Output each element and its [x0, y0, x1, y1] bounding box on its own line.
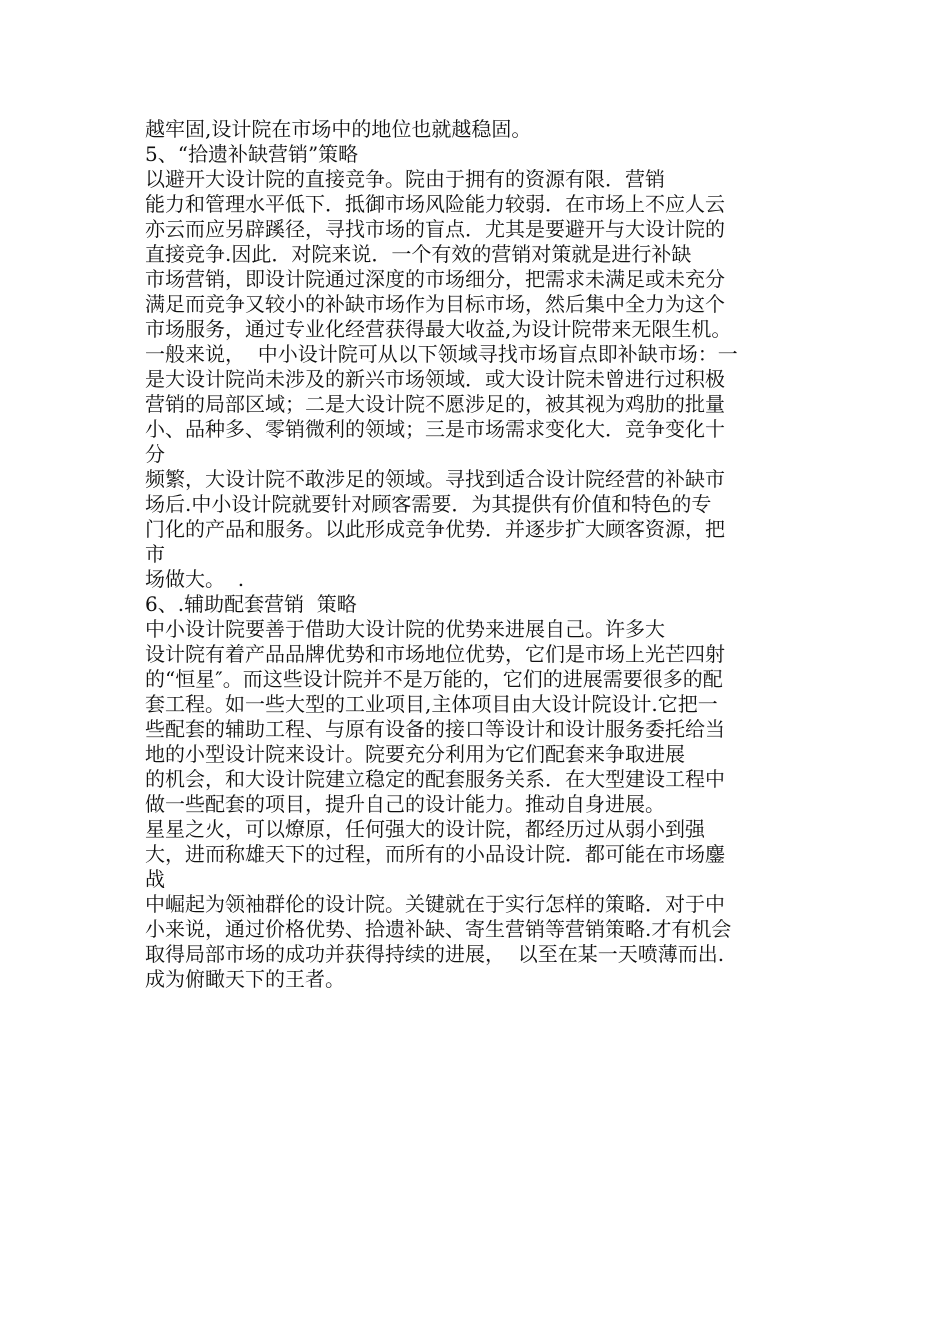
text-line: 市场服务，通过专业化经营获得最大收益,为设计院带来无限生机。 — [145, 317, 732, 341]
text-line: 小来说，通过价格优势、拾遗补缺、寄生营销等营销策略.才有机会 — [145, 917, 732, 941]
text-line: 市 — [145, 542, 165, 566]
text-line: 一般来说， 中小设计院可从以下领域寻找市场盲点即补缺市场：一 — [145, 342, 738, 366]
text-line: 场做大。 . — [145, 567, 245, 591]
text-line: 的机会，和大设计院建立稳定的配套服务关系．在大型建设工程中 — [145, 767, 725, 791]
text-line: 是大设计院尚未涉及的新兴市场领域．或大设计院未曾进行过积极 — [145, 367, 725, 391]
text-line: 做一些配套的项目，提升自己的设计能力。推动自身进展。 — [145, 792, 665, 816]
text-line: 中崛起为领袖群伦的设计院。关键就在于实行怎样的策略．对于中 — [145, 892, 725, 916]
text-line: 6、.辅助配套营销 策略 — [145, 592, 357, 616]
text-line: 小、品种多、零销微利的领域；三是市场需求变化大．竞争变化十 — [145, 417, 725, 441]
text-line: 分 — [145, 442, 165, 466]
text-line: 些配套的辅助工程、与原有设备的接口等设计和设计服务委托给当 — [145, 717, 725, 741]
text-line: 直接竞争.因此．对院来说．一个有效的营销对策就是进行补缺 — [145, 242, 692, 266]
text-line: 中小设计院要善于借助大设计院的优势来进展自己。许多大 — [145, 617, 665, 641]
text-line: 地的小型设计院来设计。院要充分利用为它们配套来争取进展 — [145, 742, 685, 766]
text-line: 频繁，大设计院不敢涉足的领域。寻找到适合设计院经营的补缺市 — [145, 467, 725, 491]
text-line: 的“恒星″。而这些设计院并不是万能的，它们的进展需要很多的配 — [145, 667, 723, 691]
text-line: 场后.中小设计院就要针对顾客需要．为其提供有价值和特色的专 — [145, 492, 712, 516]
text-line: 星星之火，可以燎原，任何强大的设计院，都经历过从弱小到强 — [145, 817, 705, 841]
text-line: 越牢固,设计院在市场中的地位也就越稳固。 — [145, 117, 532, 141]
text-line: 以避开大设计院的直接竞争。院由于拥有的资源有限．营销 — [145, 167, 665, 191]
text-line: 套工程。如一些大型的工业项目,主体项目由大设计院设计.它把一 — [145, 692, 718, 716]
body-text — [145, 117, 815, 992]
text-line: 战 — [145, 867, 165, 891]
text-line: 取得局部市场的成功并获得持续的进展， 以至在某一天喷薄而出. — [145, 942, 725, 966]
text-line: 满足而竞争又较小的补缺市场作为目标市场，然后集中全力为这个 — [145, 292, 725, 316]
text-line: 营销的局部区域；二是大设计院不愿涉足的，被其视为鸡肋的批量 — [145, 392, 725, 416]
text-line: 成为俯瞰天下的王者。 — [145, 967, 345, 991]
text-line: 设计院有着产品品牌优势和市场地位优势，它们是市场上光芒四射 — [145, 642, 725, 666]
text-line: 能力和管理水平低下．抵御市场风险能力较弱．在市场上不应人云 — [145, 192, 725, 216]
text-line: 大，进而称雄天下的过程，而所有的小品设计院．都可能在市场鏖 — [145, 842, 725, 866]
text-line: 亦云而应另辟蹊径，寻找市场的盲点．尤其是要避开与大设计院的 — [145, 217, 725, 241]
text-line: 市场营销，即设计院通过深度的市场细分，把需求未满足或未充分 — [145, 267, 725, 291]
text-line: 门化的产品和服务。以此形成竞争优势．并逐步扩大顾客资源，把 — [145, 517, 725, 541]
text-line: 5、“拾遗补缺营销”策略 — [145, 142, 359, 166]
